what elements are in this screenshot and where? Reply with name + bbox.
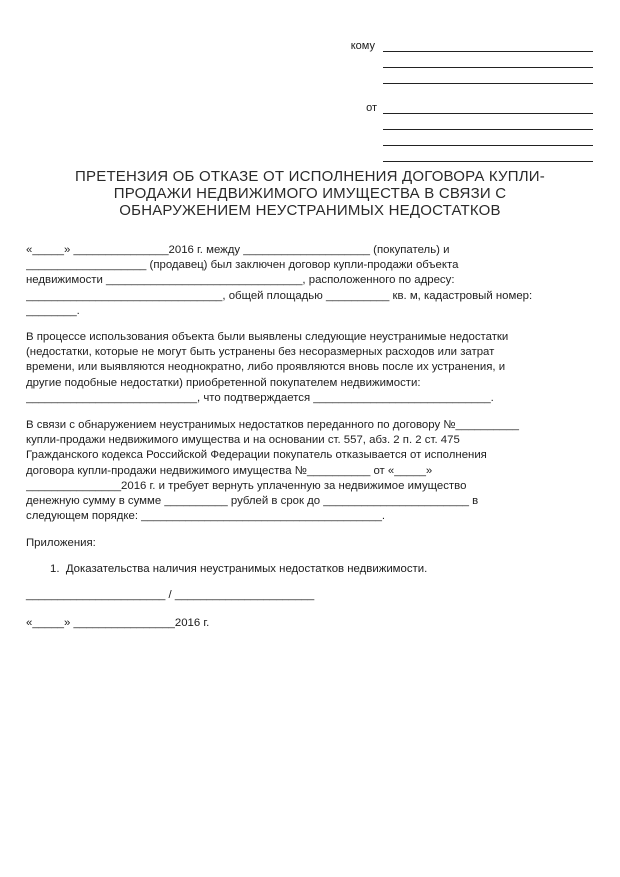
attachments-heading-text: Приложения:: [26, 537, 96, 549]
attachment-item-1: 1. Доказательства наличия неустранимых недостатков недвижимости.: [50, 563, 428, 575]
title-line-2: ПРОДАЖИ НЕДВИЖИМОГО ИМУЩЕСТВА В СВЯЗИ С: [113, 185, 507, 202]
p1-line-5: ________.: [26, 304, 80, 317]
p3-line-3: Гражданского кодекса Российской Федерации покупатель отказывается от исполнения: [26, 449, 487, 462]
p2-line-3: времени, или выявляются неоднократно, либо проявляются вновь после их устранения, и: [26, 361, 506, 374]
p2-line-1: В процессе использования объекта были выявлены следующие неустранимые недостатки: [26, 331, 509, 343]
p1-line-2: ___________________ (продавец) был заключен договор купли-продажи объекта: [26, 259, 459, 272]
from-label: от: [366, 102, 377, 114]
paragraph-refusal: [26, 418, 591, 524]
from-line-2[interactable]: [383, 129, 593, 130]
p3-line-2: купли-продажи недвижимого имущества и на основании ст. 557, абз. 2 п. 2 ст. 475: [26, 434, 460, 447]
paragraph-contract-info: [26, 243, 591, 319]
p3-line-7: следующем порядке: ______________________________________.: [26, 510, 386, 523]
title-line-3: ОБНАРУЖЕНИЕМ НЕУСТРАНИМЫХ НЕДОСТАТКОВ: [119, 202, 501, 219]
to-line-1[interactable]: [383, 51, 593, 52]
from-line-1[interactable]: [383, 113, 593, 114]
p3-line-5: _______________2016 г. и требует вернуть уплаченную за недвижимое имущество: [26, 479, 467, 492]
to-line-3[interactable]: [383, 83, 593, 84]
p2-line-2: (недостатки, которые не могут быть устранены без несоразмерных расходов или затрат: [26, 346, 495, 359]
p3-line-6: денежную сумму в сумме __________ рублей в срок до _______________________ в: [26, 495, 479, 508]
from-line-3[interactable]: [383, 145, 593, 146]
p2-line-4: другие подобные недостатки) приобретенной покупателем недвижимости:: [26, 376, 421, 389]
title-line-1: ПРЕТЕНЗИЯ ОБ ОТКАЗЕ ОТ ИСПОЛНЕНИЯ ДОГОВОРА КУПЛИ-: [75, 168, 545, 185]
p1-line-4: _______________________________, общей площадью __________ кв. м, кадастровый номер:: [26, 289, 533, 302]
from-line-4[interactable]: [383, 161, 593, 162]
paragraph-defects: [26, 330, 591, 406]
signature-line: ______________________ / ______________________: [26, 589, 315, 601]
attachments-heading: [26, 536, 591, 551]
to-line-2[interactable]: [383, 67, 593, 68]
to-label: кому: [350, 40, 375, 52]
document-title: [30, 168, 590, 219]
p1-line-3: недвижимости _______________________________, расположенного по адресу:: [26, 274, 455, 287]
p3-line-1: В связи с обнаружением неустранимых недостатков переданного по договору №__________: [26, 419, 519, 431]
signature-date: «_____» ________________2016 г.: [26, 617, 210, 629]
p2-line-5: ___________________________, что подтверждается ____________________________.: [26, 391, 494, 404]
p3-line-4: договора купли-продажи недвижимого имущества №__________ от «_____»: [26, 464, 433, 477]
p1-line-1: «_____» _______________2016 г. между ____________________ (покупатель) и: [26, 244, 450, 256]
